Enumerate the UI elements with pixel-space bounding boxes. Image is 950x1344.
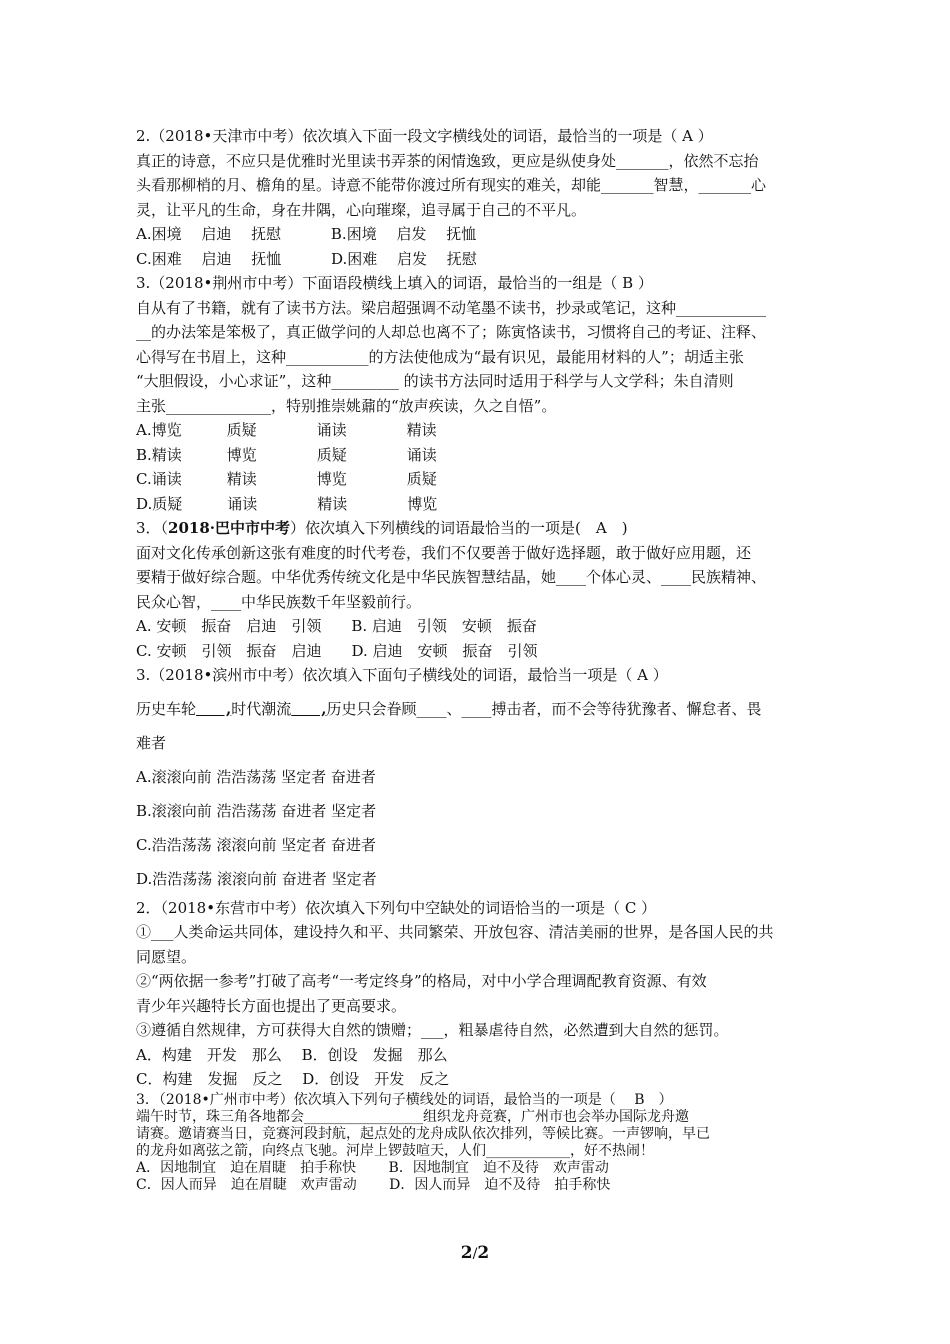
question-tianjin <box>136 124 814 271</box>
answer-options-line: A．构建 开发 那么 B．创设 发掘 那么 <box>136 1045 448 1064</box>
question-text-line: __的办法笨是笨极了，真正做学问的人却总也离不了；陈寅恪读书，习惯将自己的考证、注释、 <box>136 323 767 341</box>
answer-option: C.浩浩荡荡 滚滚向前 坚定者 奋进者 <box>136 835 377 854</box>
question-text-line <box>136 692 814 726</box>
question-title: 2.（2018•天津市中考）依次填入下面一段文字横线处的词语，最恰当的一项是（ A ） <box>136 127 713 145</box>
answer-options-line: A．因地制宜 迫在眉睫 拍手称快 B．因地制宜 迫不及待 欢声雷动 <box>136 1159 609 1176</box>
question-title: 3．（2018•广州市中考）依次填入下列句子横线处的词语，最恰当的一项是（ B ） <box>136 1091 673 1108</box>
answer-option: B.滚滚向前 浩浩荡荡 奋进者 坚定者 <box>136 801 377 820</box>
text-fragment: 历史只会眷顾____、____搏击者，而不会等待犹豫者、懈怠者、畏 <box>326 699 762 718</box>
question-title <box>136 516 814 541</box>
question-text-line: ①___人类命运共同体，建设持久和平、共同繁荣、开放包容、清洁美丽的世界，是各国人民的共 <box>136 923 774 941</box>
question-text-line: 同愿望。 <box>136 947 197 966</box>
answer-option: C.诵读 精读 博览 质疑 <box>136 470 437 488</box>
question-text-line: 民众心智，____中华民族数千年坚毅前行。 <box>136 592 422 611</box>
question-text-line: 心得写在书眉上，这种___________的方法使他成为“最有识见，最能用材料的人”；胡适主张 <box>136 347 744 366</box>
question-text-line: 头看那柳梢的月、檐角的星。诗意不能带你渡过所有现实的难关，却能_______智慧，_______心 <box>136 176 767 194</box>
blank: , <box>196 699 232 718</box>
question-guangzhou <box>136 1092 814 1194</box>
question-text-line: 端午时节，珠三角各地都会_________________组织龙舟竞赛，广州市也会举办国际龙舟邀 <box>136 1108 689 1125</box>
question-text-line: 难者 <box>136 733 167 752</box>
question-jingzhou <box>136 271 814 516</box>
question-binzhou <box>136 663 814 896</box>
question-text-line: 的龙舟如离弦之箭，向终点飞驰。河岸上锣鼓喧天，人们____________，好不热闹！ <box>136 1142 654 1159</box>
answer-options-line: C．因人而异 迫在眉睫 欢声雷动 D．因人而异 迫不及待 拍手称快 <box>136 1176 611 1193</box>
question-text-line: 真正的诗意，不应只是优雅时光里读书弄茶的闲情逸致，更应是纵使身处_______，依然不忘抬 <box>136 151 759 170</box>
answer-option: A.滚滚向前 浩浩荡荡 坚定者 奋进者 <box>136 767 376 786</box>
answer-option: D.质疑 诵读 精读 博览 <box>136 494 438 513</box>
blank: , <box>291 699 327 718</box>
answer-option: A.博览 质疑 诵读 精读 <box>136 421 437 439</box>
page-current: 2 <box>460 1243 473 1263</box>
question-text-line: 面对文化传承创新这张有难度的时代考卷，我们不仅要善于做好选择题，敢于做好应用题，还 <box>136 543 752 562</box>
document-body <box>136 124 814 1194</box>
question-prompt: ）依次填入下列横线的词语最恰当的一项是( A ) <box>290 519 628 537</box>
question-text-line: ③遵循自然规律，方可获得大自然的馈赠；___，粗暴虐待自然，必然遭到大自然的惩罚。 <box>136 1021 729 1039</box>
answer-options-line: C．构建 发掘 反之 D．创设 开发 反之 <box>136 1070 450 1088</box>
page-total: 2 <box>477 1243 490 1263</box>
answer-options-line: A. 安顿 振奋 启迪 引领 B. 启迪 引领 安顿 振奋 <box>136 617 537 635</box>
page-separator: / <box>472 1246 478 1262</box>
answer-option: B.精读 博览 质疑 诵读 <box>136 445 437 464</box>
question-text-line: “大胆假设，小心求证”，这种_________ 的读书方法同时适用于科学与人文学科；朱自清则 <box>136 372 734 390</box>
question-dongying <box>136 896 814 1092</box>
question-text-line: ②“两依据一参考”打破了高考“一考定终身”的格局，对中小学合理调配教育资源、有效 <box>136 972 707 990</box>
answer-option: D.浩浩荡荡 滚滚向前 奋进者 坚定者 <box>136 869 377 888</box>
page-number <box>0 1243 950 1263</box>
text-fragment: 历史车轮 <box>136 699 197 718</box>
question-title: 2．（2018•东营市中考）依次填入下列句中空缺处的词语恰当的一项是（ C ） <box>136 898 657 917</box>
question-source: 2018·巴中市中考 <box>168 519 291 537</box>
question-number: 3．（ <box>136 519 169 537</box>
answer-options-line: A.困境 启迪 抚慰 B.困境 启发 抚恤 <box>136 225 477 243</box>
answer-options-line: C. 安顿 引领 振奋 启迪 D. 启迪 安顿 振奋 引领 <box>136 641 538 660</box>
question-text-line: 主张______________，特别推崇姚鼐的“放声疾读，久之自悟”。 <box>136 396 557 415</box>
question-text-line: 请赛。邀请赛当日，竞赛河段封航，起点处的龙舟成队依次排列，等候比赛。一声锣响，早已 <box>136 1125 710 1142</box>
text-fragment: 时代潮流 <box>231 699 292 718</box>
question-title: 3.（2018•滨州市中考）依次填入下面句子横线处的词语，最恰当一项是（ A ） <box>136 666 668 684</box>
question-text-line: 要精于做好综合题。中华优秀传统文化是中华民族智慧结晶，她____个体心灵、____民族精神、 <box>136 568 767 586</box>
question-text-line: 青少年兴趣特长方面也提出了更高要求。 <box>136 996 407 1015</box>
question-text-line: 自从有了书籍，就有了读书方法。梁启超强调不动笔墨不读书，抄录或笔记，这种____________ <box>136 298 767 317</box>
answer-options-line: C.困难 启迪 抚恤 D.困难 启发 抚慰 <box>136 249 477 268</box>
question-title: 3.（2018•荆州市中考）下面语段横线上填入的词语，最恰当的一组是（ B ） <box>136 274 653 292</box>
question-bazhong <box>136 516 814 663</box>
question-text-line: 灵，让平凡的生命，身在井隅，心向璀璨，追寻属于自己的不平凡。 <box>136 200 587 219</box>
